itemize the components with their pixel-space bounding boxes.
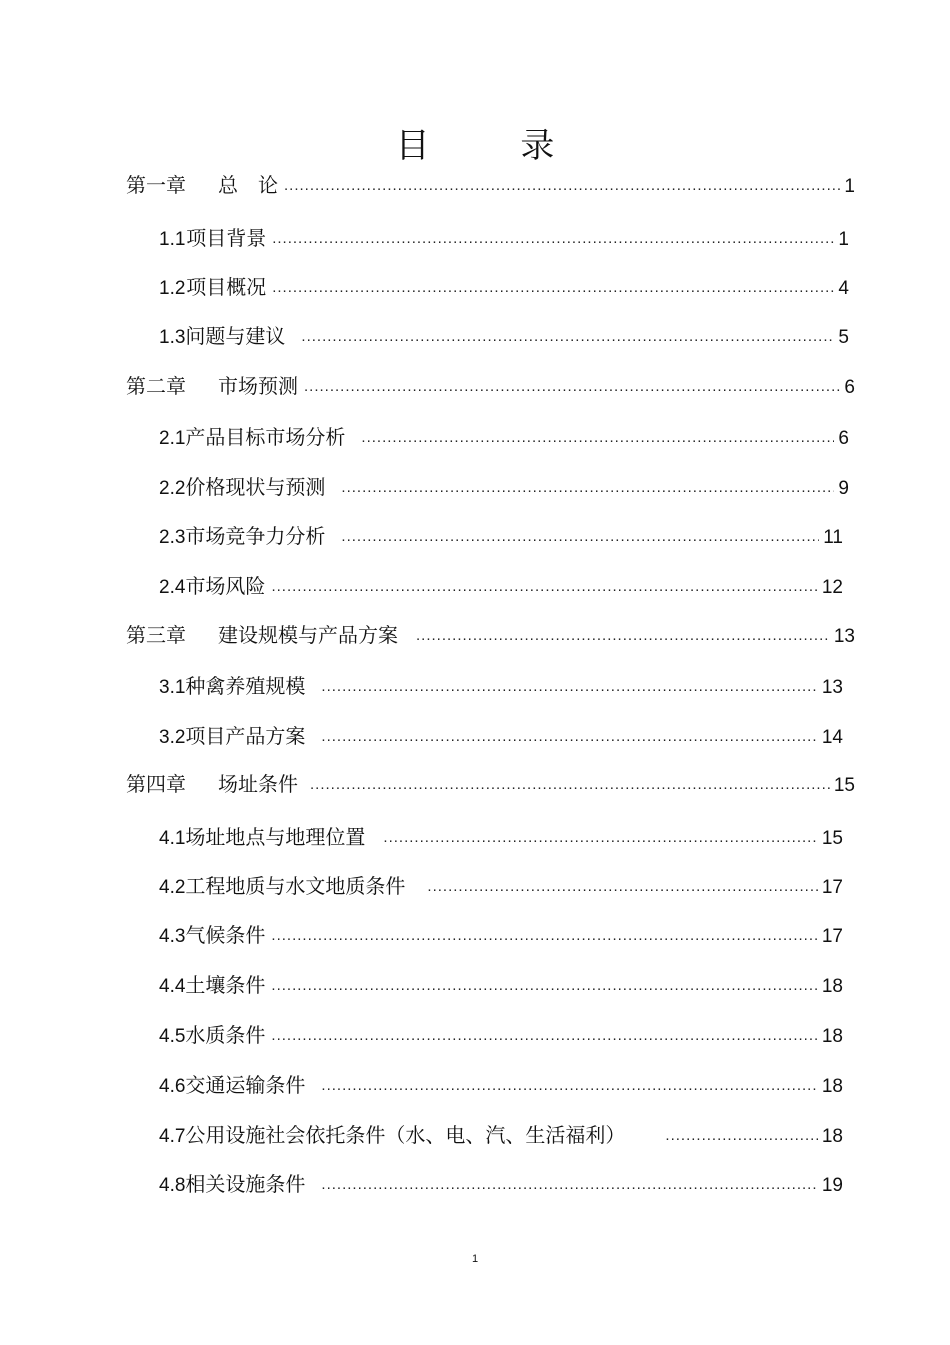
toc-section-2-4[interactable]	[159, 574, 843, 601]
page-number: 5	[838, 327, 849, 348]
section-number: 1.2	[159, 278, 186, 299]
section-number: 4.2	[159, 877, 186, 898]
section-number: 4.7	[159, 1126, 186, 1147]
page-number: 17	[821, 926, 843, 947]
section-title: 产品目标市场分析	[185, 425, 346, 449]
section-number: 2.4	[159, 577, 186, 598]
dot-leader	[284, 174, 840, 198]
dot-leader	[272, 227, 834, 251]
section-number: 2.1	[159, 428, 186, 449]
dot-leader	[427, 875, 817, 899]
page-number: 13	[833, 626, 855, 647]
chapter-title: 总 论	[218, 173, 278, 197]
section-number: 2.3	[159, 527, 186, 548]
section-title: 项目产品方案	[185, 724, 306, 748]
section-title: 相关设施条件	[185, 1172, 306, 1196]
dot-leader	[310, 773, 830, 797]
page-number: 14	[821, 727, 843, 748]
chapter-number: 第二章	[126, 374, 186, 398]
toc-section-4-5[interactable]	[159, 1023, 843, 1050]
page-number: 17	[821, 877, 843, 898]
toc-chapter-3[interactable]	[126, 623, 855, 650]
toc-section-4-6[interactable]	[159, 1073, 843, 1100]
section-number: 4.3	[159, 926, 186, 947]
section-number: 2.2	[159, 478, 186, 499]
section-title: 种禽养殖规模	[185, 674, 306, 698]
section-title: 项目背景	[186, 226, 267, 250]
page-number: 1	[838, 229, 849, 250]
section-title: 水质条件	[185, 1023, 266, 1047]
section-title: 土壤条件	[185, 973, 266, 997]
page-number: 18	[821, 1026, 843, 1047]
section-number: 1.3	[159, 327, 186, 348]
section-title: 问题与建议	[185, 324, 286, 348]
dot-leader	[341, 476, 834, 500]
dot-leader	[271, 575, 817, 599]
toc-chapter-4[interactable]	[126, 772, 855, 799]
section-title: 市场风险	[185, 574, 266, 598]
toc-section-4-3[interactable]	[159, 923, 843, 950]
dot-leader	[416, 624, 830, 648]
page-number: 19	[821, 1175, 843, 1196]
dot-leader	[321, 725, 817, 749]
toc-section-2-3[interactable]	[159, 524, 843, 551]
toc-section-4-2[interactable]	[159, 874, 843, 901]
section-number: 3.2	[159, 727, 186, 748]
dot-leader	[321, 1074, 817, 1098]
section-number: 4.4	[159, 976, 186, 997]
dot-leader	[665, 1124, 817, 1148]
dot-leader	[341, 525, 819, 549]
toc-section-4-7[interactable]	[159, 1123, 843, 1150]
page-number: 6	[844, 377, 855, 398]
dot-leader	[271, 974, 817, 998]
toc-section-1-3[interactable]	[159, 324, 849, 351]
section-title: 价格现状与预测	[185, 475, 326, 499]
dot-leader	[361, 426, 834, 450]
section-title: 市场竞争力分析	[185, 524, 326, 548]
toc-chapter-2[interactable]	[126, 374, 855, 401]
section-title: 工程地质与水文地质条件	[185, 874, 406, 898]
page-number: 9	[838, 478, 849, 499]
toc-section-3-2[interactable]	[159, 724, 843, 751]
section-title: 场址地点与地理位置	[185, 825, 366, 849]
page-number: 18	[821, 976, 843, 997]
page-number: 18	[821, 1126, 843, 1147]
toc-section-4-8[interactable]	[159, 1172, 843, 1199]
toc-section-1-1[interactable]	[159, 226, 849, 253]
dot-leader	[321, 675, 817, 699]
dot-leader	[321, 1173, 817, 1197]
page-number: 12	[821, 577, 843, 598]
toc-section-1-2[interactable]	[159, 275, 849, 302]
page-number: 18	[821, 1076, 843, 1097]
dot-leader	[383, 826, 817, 850]
section-number: 4.1	[159, 828, 186, 849]
page-number: 15	[821, 828, 843, 849]
dot-leader	[271, 924, 817, 948]
section-title: 交通运输条件	[185, 1073, 306, 1097]
section-title: 气候条件	[185, 923, 266, 947]
page-number: 4	[838, 278, 849, 299]
section-number: 4.5	[159, 1026, 186, 1047]
page-number: 11	[823, 527, 843, 548]
section-number: 3.1	[159, 677, 186, 698]
dot-leader	[304, 375, 840, 399]
page-number: 1	[844, 176, 855, 197]
section-number: 4.8	[159, 1175, 186, 1196]
chapter-number: 第一章	[126, 173, 186, 197]
section-title: 公用设施社会依托条件（水、电、汽、生活福利）	[185, 1123, 626, 1147]
toc-section-2-2[interactable]	[159, 475, 849, 502]
toc-section-4-4[interactable]	[159, 973, 843, 1000]
section-title: 项目概况	[186, 275, 267, 299]
chapter-title: 建设规模与产品方案	[218, 623, 398, 647]
page-number: 15	[833, 775, 855, 796]
dot-leader	[271, 1024, 817, 1048]
toc-section-4-1[interactable]	[159, 825, 843, 852]
page-number: 13	[821, 677, 843, 698]
dot-leader	[272, 276, 834, 300]
chapter-number: 第四章	[126, 772, 186, 796]
section-number: 4.6	[159, 1076, 186, 1097]
chapter-title: 场址条件	[218, 772, 298, 796]
page-title: 目 录	[395, 126, 595, 166]
chapter-title: 市场预测	[218, 374, 298, 398]
toc-section-2-1[interactable]	[159, 425, 849, 452]
page-number: 6	[838, 428, 849, 449]
footer-page-number: 1	[471, 1253, 479, 1265]
section-number: 1.1	[159, 229, 186, 250]
dot-leader	[301, 325, 834, 349]
toc-chapter-1[interactable]	[126, 173, 855, 200]
toc-section-3-1[interactable]	[159, 674, 843, 701]
chapter-number: 第三章	[126, 623, 186, 647]
